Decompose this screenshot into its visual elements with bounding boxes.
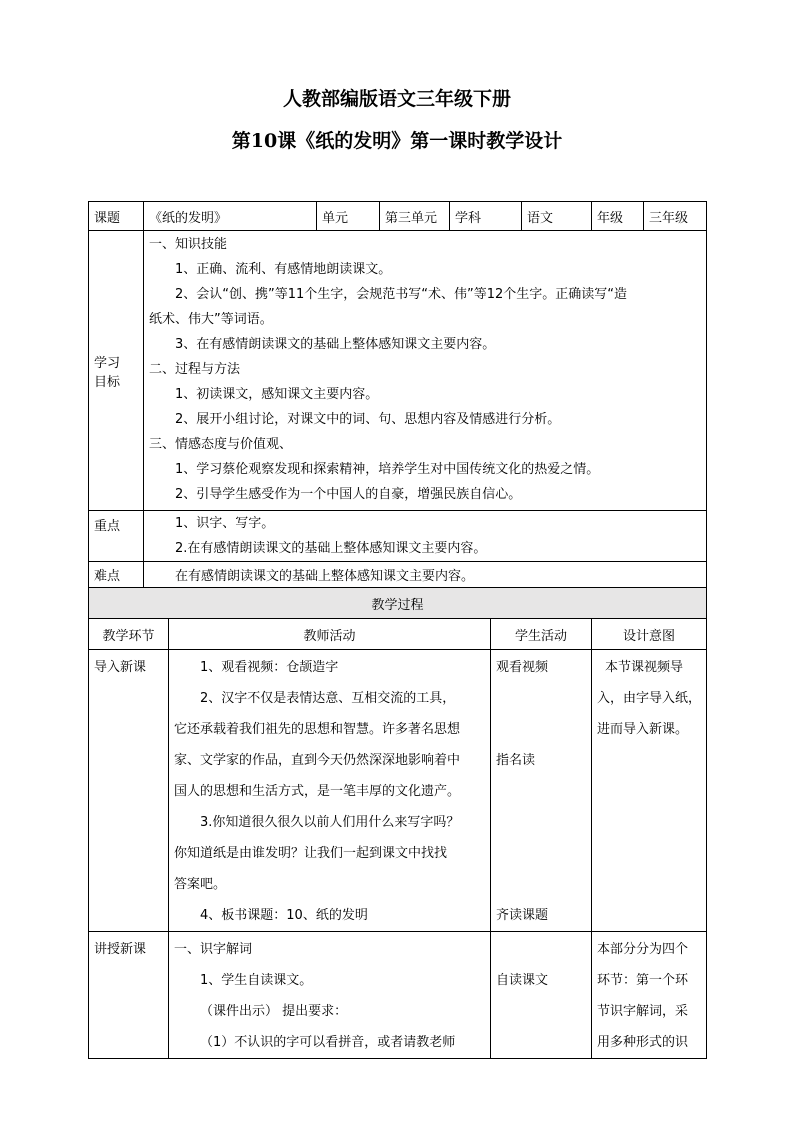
teacher-line: 1、观看视频：仓颉造字 bbox=[200, 660, 339, 675]
teach-teacher bbox=[169, 932, 491, 1059]
teacher-line: 一、识字解词 bbox=[174, 942, 253, 957]
goals-line: 1、初读课文，感知课文主要内容。 bbox=[175, 387, 379, 402]
teacher-line: 4、板书课题：10、纸的发明 bbox=[200, 908, 368, 923]
intro-teacher bbox=[169, 650, 491, 932]
design-line: 本节课视频导 bbox=[605, 660, 684, 675]
goals-line: 二、过程与方法 bbox=[149, 362, 241, 377]
document-title: 人教部编版语文三年级下册 bbox=[282, 88, 511, 110]
teacher-line: 你知道纸是由谁发明？让我们一起到课文中找找 bbox=[174, 846, 448, 861]
difficulty-label: 难点 bbox=[89, 562, 144, 588]
student-line: 齐读课题 bbox=[496, 908, 549, 923]
student-line: 自读课文 bbox=[496, 973, 549, 988]
difficulty-text: 在有感情朗读课文的基础上整体感知课文主要内容。 bbox=[175, 569, 475, 584]
teacher-line: 答案吧。 bbox=[174, 877, 227, 892]
teacher-line: 国人的思想和生活方式，是一笔丰厚的文化遗产。 bbox=[174, 784, 461, 799]
goals-line: 纸术、伟大”等词语。 bbox=[149, 312, 273, 327]
teacher-line: 1、学生自读课文。 bbox=[200, 973, 313, 988]
header-teacher: 教师活动 bbox=[169, 619, 491, 650]
goals-line: 2、引导学生感受作为一个中国人的自豪，增强民族自信心。 bbox=[175, 487, 522, 502]
course-value: 语文 bbox=[522, 202, 592, 231]
design-line: 本部分分为四个 bbox=[597, 942, 689, 957]
goals-line: 2、会认“创、携”等11个生字，会规范书写“术、伟”等12个生字。正确读写“造 bbox=[175, 287, 628, 302]
teach-student bbox=[491, 932, 592, 1059]
unit-key: 单元 bbox=[317, 202, 380, 231]
goals-line: 3、在有感情朗读课文的基础上整体感知课文主要内容。 bbox=[175, 337, 496, 352]
goals-line: 三、情感态度与价值观、 bbox=[149, 437, 293, 452]
goals-line: 2、展开小组讨论，对课文中的词、句、思想内容及情感进行分析。 bbox=[175, 412, 561, 427]
teacher-line: （1）不认识的字可以看拼音，或者请教老师 bbox=[200, 1035, 456, 1050]
goals-label bbox=[89, 231, 144, 511]
design-line: 环节：第一个环 bbox=[597, 973, 689, 988]
difficulty-content bbox=[144, 562, 707, 588]
course-key: 学科 bbox=[450, 202, 522, 231]
goals-label-b: 目标 bbox=[94, 374, 121, 390]
design-line: 入，由字导入纸， bbox=[597, 691, 702, 706]
student-line: 指名读 bbox=[496, 753, 536, 768]
goals-line: 1、正确、流利、有感情地朗读课文。 bbox=[175, 262, 392, 277]
teacher-line: 3.你知道很久很久以前人们用什么来写字吗？ bbox=[200, 815, 460, 830]
key-label: 重点 bbox=[89, 511, 144, 562]
unit-value: 第三单元 bbox=[380, 202, 450, 231]
key-line: 1、识字、写字。 bbox=[175, 516, 275, 531]
header-stage: 教学环节 bbox=[89, 619, 169, 650]
teach-design bbox=[592, 932, 707, 1059]
grade-key: 年级 bbox=[592, 202, 644, 231]
teach-stage: 讲授新课 bbox=[89, 932, 169, 1059]
goals-line: 1、学习蔡伦观察发现和探索精神，培养学生对中国传统文化的热爱之情。 bbox=[175, 462, 600, 477]
process-title: 教学过程 bbox=[89, 588, 707, 619]
goals-label-a: 学习 bbox=[94, 355, 121, 371]
header-student: 学生活动 bbox=[491, 619, 592, 650]
goals-line: 一、知识技能 bbox=[149, 237, 228, 252]
teacher-line: 2、汉字不仅是表情达意、互相交流的工具， bbox=[200, 691, 456, 706]
goals-content bbox=[144, 231, 707, 511]
info-table bbox=[88, 201, 707, 588]
key-content bbox=[144, 511, 707, 562]
intro-design bbox=[592, 650, 707, 932]
lesson-title: 第10课《纸的发明》第一课时教学设计 bbox=[231, 130, 563, 152]
subject-value: 《纸的发明》 bbox=[144, 202, 317, 231]
intro-student bbox=[491, 650, 592, 932]
intro-stage: 导入新课 bbox=[89, 650, 169, 932]
design-line: 节识字解词，采 bbox=[597, 1004, 689, 1019]
design-line: 用多种形式的识 bbox=[597, 1035, 689, 1050]
subject-key: 课题 bbox=[89, 202, 144, 231]
header-design: 设计意图 bbox=[592, 619, 707, 650]
design-line: 进而导入新课。 bbox=[597, 722, 689, 737]
process-table bbox=[88, 587, 707, 1059]
key-line: 2.在有感情朗读课文的基础上整体感知课文主要内容。 bbox=[175, 541, 487, 556]
student-line: 观看视频 bbox=[496, 660, 549, 675]
teacher-line: （课件出示） 提出要求： bbox=[200, 1004, 348, 1019]
teacher-line: 它还承载着我们祖先的思想和智慧。许多著名思想 bbox=[174, 722, 461, 737]
grade-value: 三年级 bbox=[644, 202, 707, 231]
teacher-line: 家、文学家的作品，直到今天仍然深深地影响着中 bbox=[174, 753, 461, 768]
